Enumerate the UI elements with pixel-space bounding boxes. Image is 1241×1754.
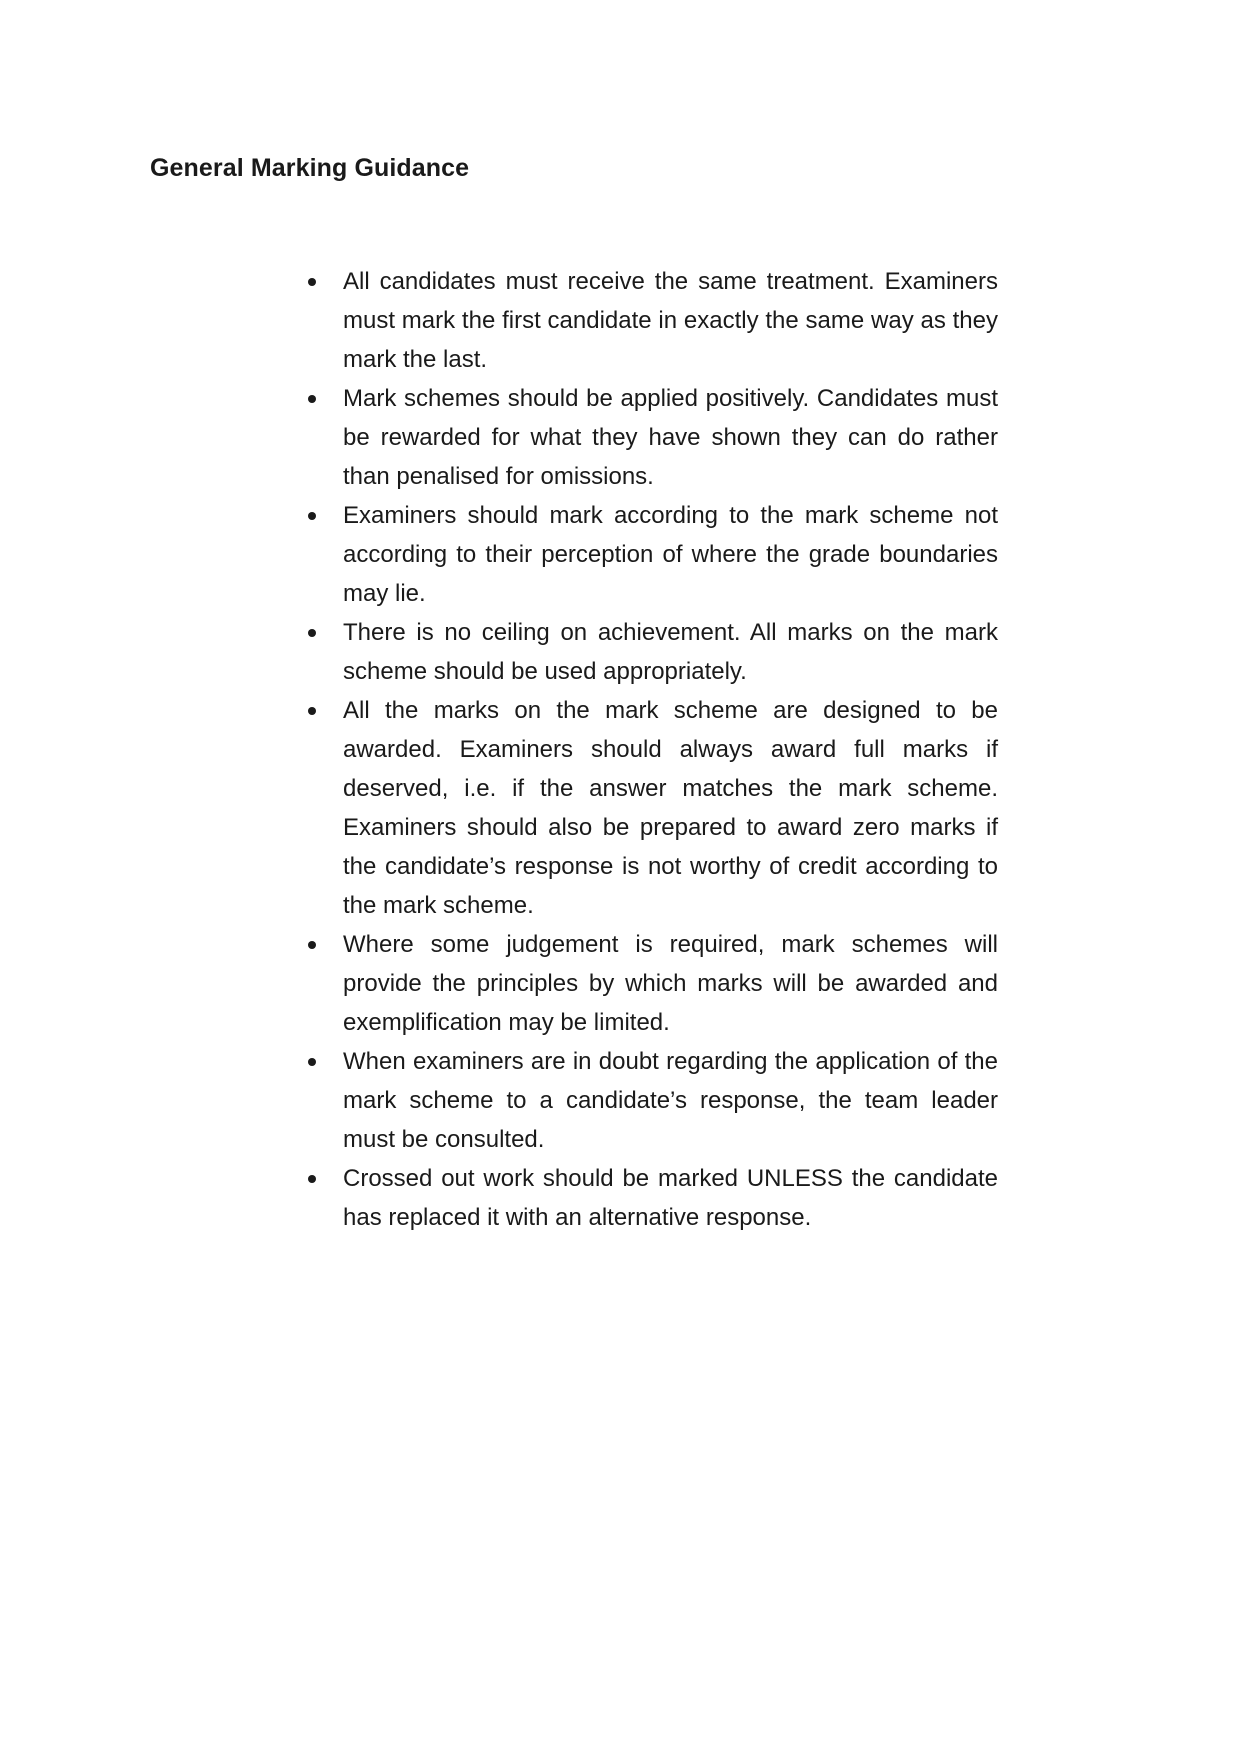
page-title: General Marking Guidance — [150, 154, 470, 182]
bullet-icon — [308, 707, 316, 715]
list-item-text: All the marks on the mark scheme are designed to be awarded. Examiners should always award full marks if deserved, i.e. if the answer matches the mark scheme. Examiners should also be prepared to award zero marks if the candidate’s response is not worthy of credit according to the mark scheme. — [343, 697, 998, 919]
list-item-text: Crossed out work should be marked UNLESS the candidate has replaced it with an alternative response. — [343, 1165, 998, 1231]
bullet-icon — [308, 278, 316, 286]
list-item — [305, 925, 998, 1042]
list-item-text: There is no ceiling on achievement. All marks on the mark scheme should be used appropriately. — [343, 619, 998, 685]
list-item-text: Examiners should mark according to the mark scheme not according to their perception of where the grade boundaries may lie. — [343, 502, 998, 607]
bullet-icon — [308, 1058, 316, 1066]
bullet-icon — [308, 1175, 316, 1183]
list-item — [305, 613, 998, 691]
bullet-icon — [308, 941, 316, 949]
list-item-text: Mark schemes should be applied positively. Candidates must be rewarded for what they have shown they can do rather than penalised for omissions. — [343, 385, 998, 490]
bullet-icon — [308, 512, 316, 520]
list-item — [305, 1042, 998, 1159]
list-item — [305, 262, 998, 379]
list-item — [305, 691, 998, 925]
list-item — [305, 496, 998, 613]
list-item-text: All candidates must receive the same treatment. Examiners must mark the first candidate in exactly the same way as they mark the last. — [343, 268, 998, 373]
bullet-icon — [308, 395, 316, 403]
guidance-list — [305, 262, 998, 1237]
bullet-icon — [308, 629, 316, 637]
list-item-text: When examiners are in doubt regarding the application of the mark scheme to a candidate’s response, the team leader must be consulted. — [343, 1048, 998, 1153]
list-item-text: Where some judgement is required, mark schemes will provide the principles by which marks will be awarded and exemplification may be limited. — [343, 931, 998, 1036]
list-item — [305, 1159, 998, 1237]
list-item — [305, 379, 998, 496]
